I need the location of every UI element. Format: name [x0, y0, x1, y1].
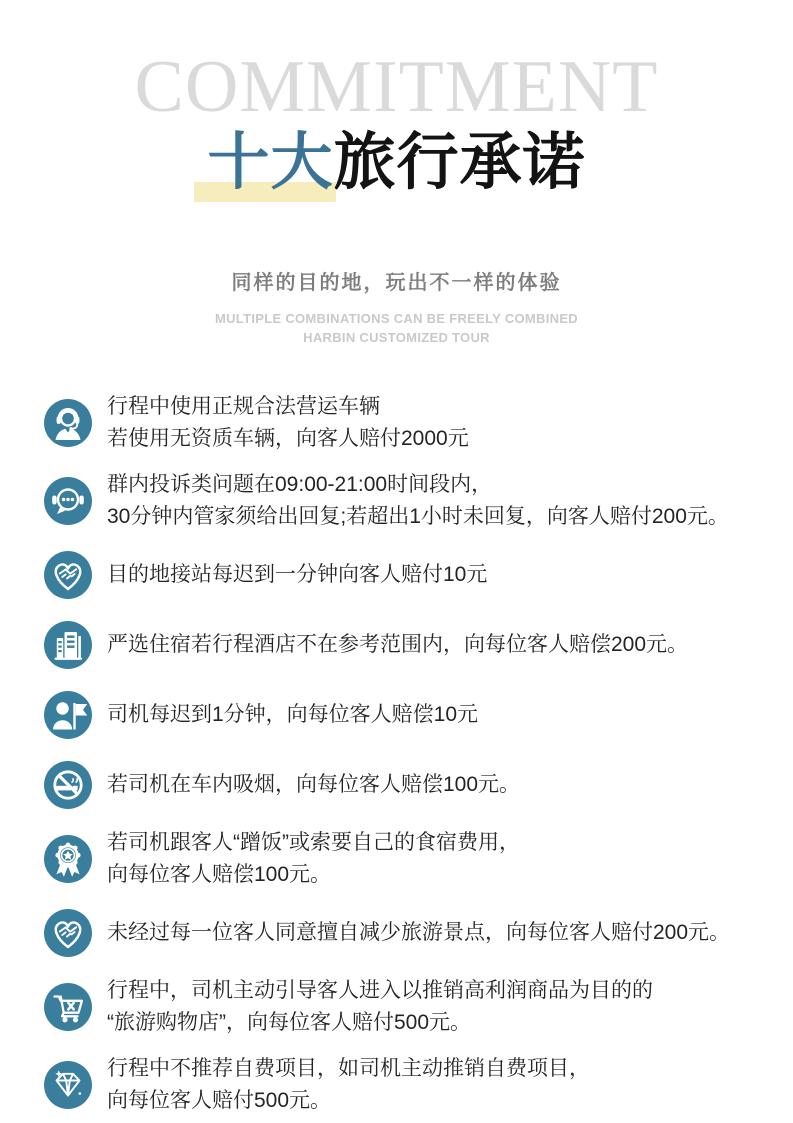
commitment-item — [44, 469, 785, 533]
page-subtitle: 同样的目的地，玩出不一样的体验 — [231, 272, 562, 295]
commitment-text-line: “旅游购物店”，向每位客人赔付500元。 — [107, 1011, 472, 1035]
commitment-text-line: 向每位客人赔付500元。 — [107, 1089, 332, 1113]
heart-handshake-icon — [44, 909, 92, 957]
commitment-text-line: 若使用无资质车辆，向客人赔付2000元 — [107, 427, 469, 451]
commitment-item — [44, 905, 785, 961]
commitment-text-line: 若司机跟客人“蹭饭”或索要自己的食宿费用， — [107, 831, 520, 855]
commitment-text-line: 行程中，司机主动引导客人进入以推销高利润商品为目的的 — [107, 979, 653, 1003]
commitment-item — [44, 391, 785, 455]
commitment-text-line: 若司机在车内吸烟，向每位客人赔偿100元。 — [107, 773, 521, 797]
page-subtitle-english — [0, 309, 793, 347]
commitment-item — [44, 687, 785, 743]
commitment-text-line: 未经过每一位客人同意擅自减少旅游景点，向每位客人赔付200元。 — [107, 921, 731, 945]
commitment-text-line: 行程中使用正规合法营运车辆 — [107, 395, 380, 419]
commitment-text-line: 向每位客人赔偿100元。 — [107, 863, 332, 887]
commitment-text-line: 群内投诉类问题在09:00-21:00时间段内， — [107, 473, 493, 497]
page-title-rest: 旅行承诺 — [333, 127, 586, 197]
commitment-text — [107, 769, 520, 801]
commitment-text-line: 30分钟内管家须给出回复;若超出1小时未回复，向客人赔付200元。 — [107, 505, 729, 529]
page-title — [207, 127, 586, 197]
commitment-text-line: 行程中不推荐自费项目，如司机主动推销自费项目， — [107, 1057, 590, 1081]
commitment-text-line: 司机每迟到1分钟，向每位客人赔偿10元 — [107, 703, 479, 727]
commitments-list — [0, 391, 793, 1117]
chat-headset-icon — [44, 477, 92, 525]
medal-star-icon — [44, 835, 92, 883]
commitment-watermark-text: COMMITMENT — [134, 46, 659, 128]
commitment-text — [107, 559, 487, 591]
commitment-text-line: 目的地接站每迟到一分钟向客人赔付10元 — [107, 563, 488, 587]
commitment-text — [107, 975, 653, 1039]
commitment-text — [107, 391, 469, 455]
commitment-text — [107, 629, 688, 661]
commitment-text — [107, 827, 520, 891]
heart-handshake-icon — [44, 551, 92, 599]
commitment-text — [107, 917, 730, 949]
commitment-text — [107, 469, 729, 533]
commitment-text-line: 严选住宿若行程酒店不在参考范围内，向每位客人赔偿200元。 — [107, 633, 689, 657]
commitment-item — [44, 827, 785, 891]
commitment-item — [44, 547, 785, 603]
service-agent-icon — [44, 399, 92, 447]
commitment-item — [44, 975, 785, 1039]
page-subtitle-english-line1: MULTIPLE COMBINATIONS CAN BE FREELY COMBINED — [214, 311, 578, 327]
commitment-text — [107, 699, 478, 731]
page-header — [0, 0, 793, 347]
page-title-highlight: 十大 — [207, 127, 334, 197]
diamond-icon — [44, 1061, 92, 1109]
hotel-building-icon — [44, 621, 92, 669]
no-shopping-cart-icon — [44, 983, 92, 1031]
commitment-item — [44, 1053, 785, 1117]
page-subtitle-english-line2: HARBIN CUSTOMIZED TOUR — [303, 330, 490, 346]
guide-flag-icon — [44, 691, 92, 739]
commitment-item — [44, 757, 785, 813]
no-smoking-icon — [44, 761, 92, 809]
commitment-text — [107, 1053, 590, 1117]
commitment-item — [44, 617, 785, 673]
